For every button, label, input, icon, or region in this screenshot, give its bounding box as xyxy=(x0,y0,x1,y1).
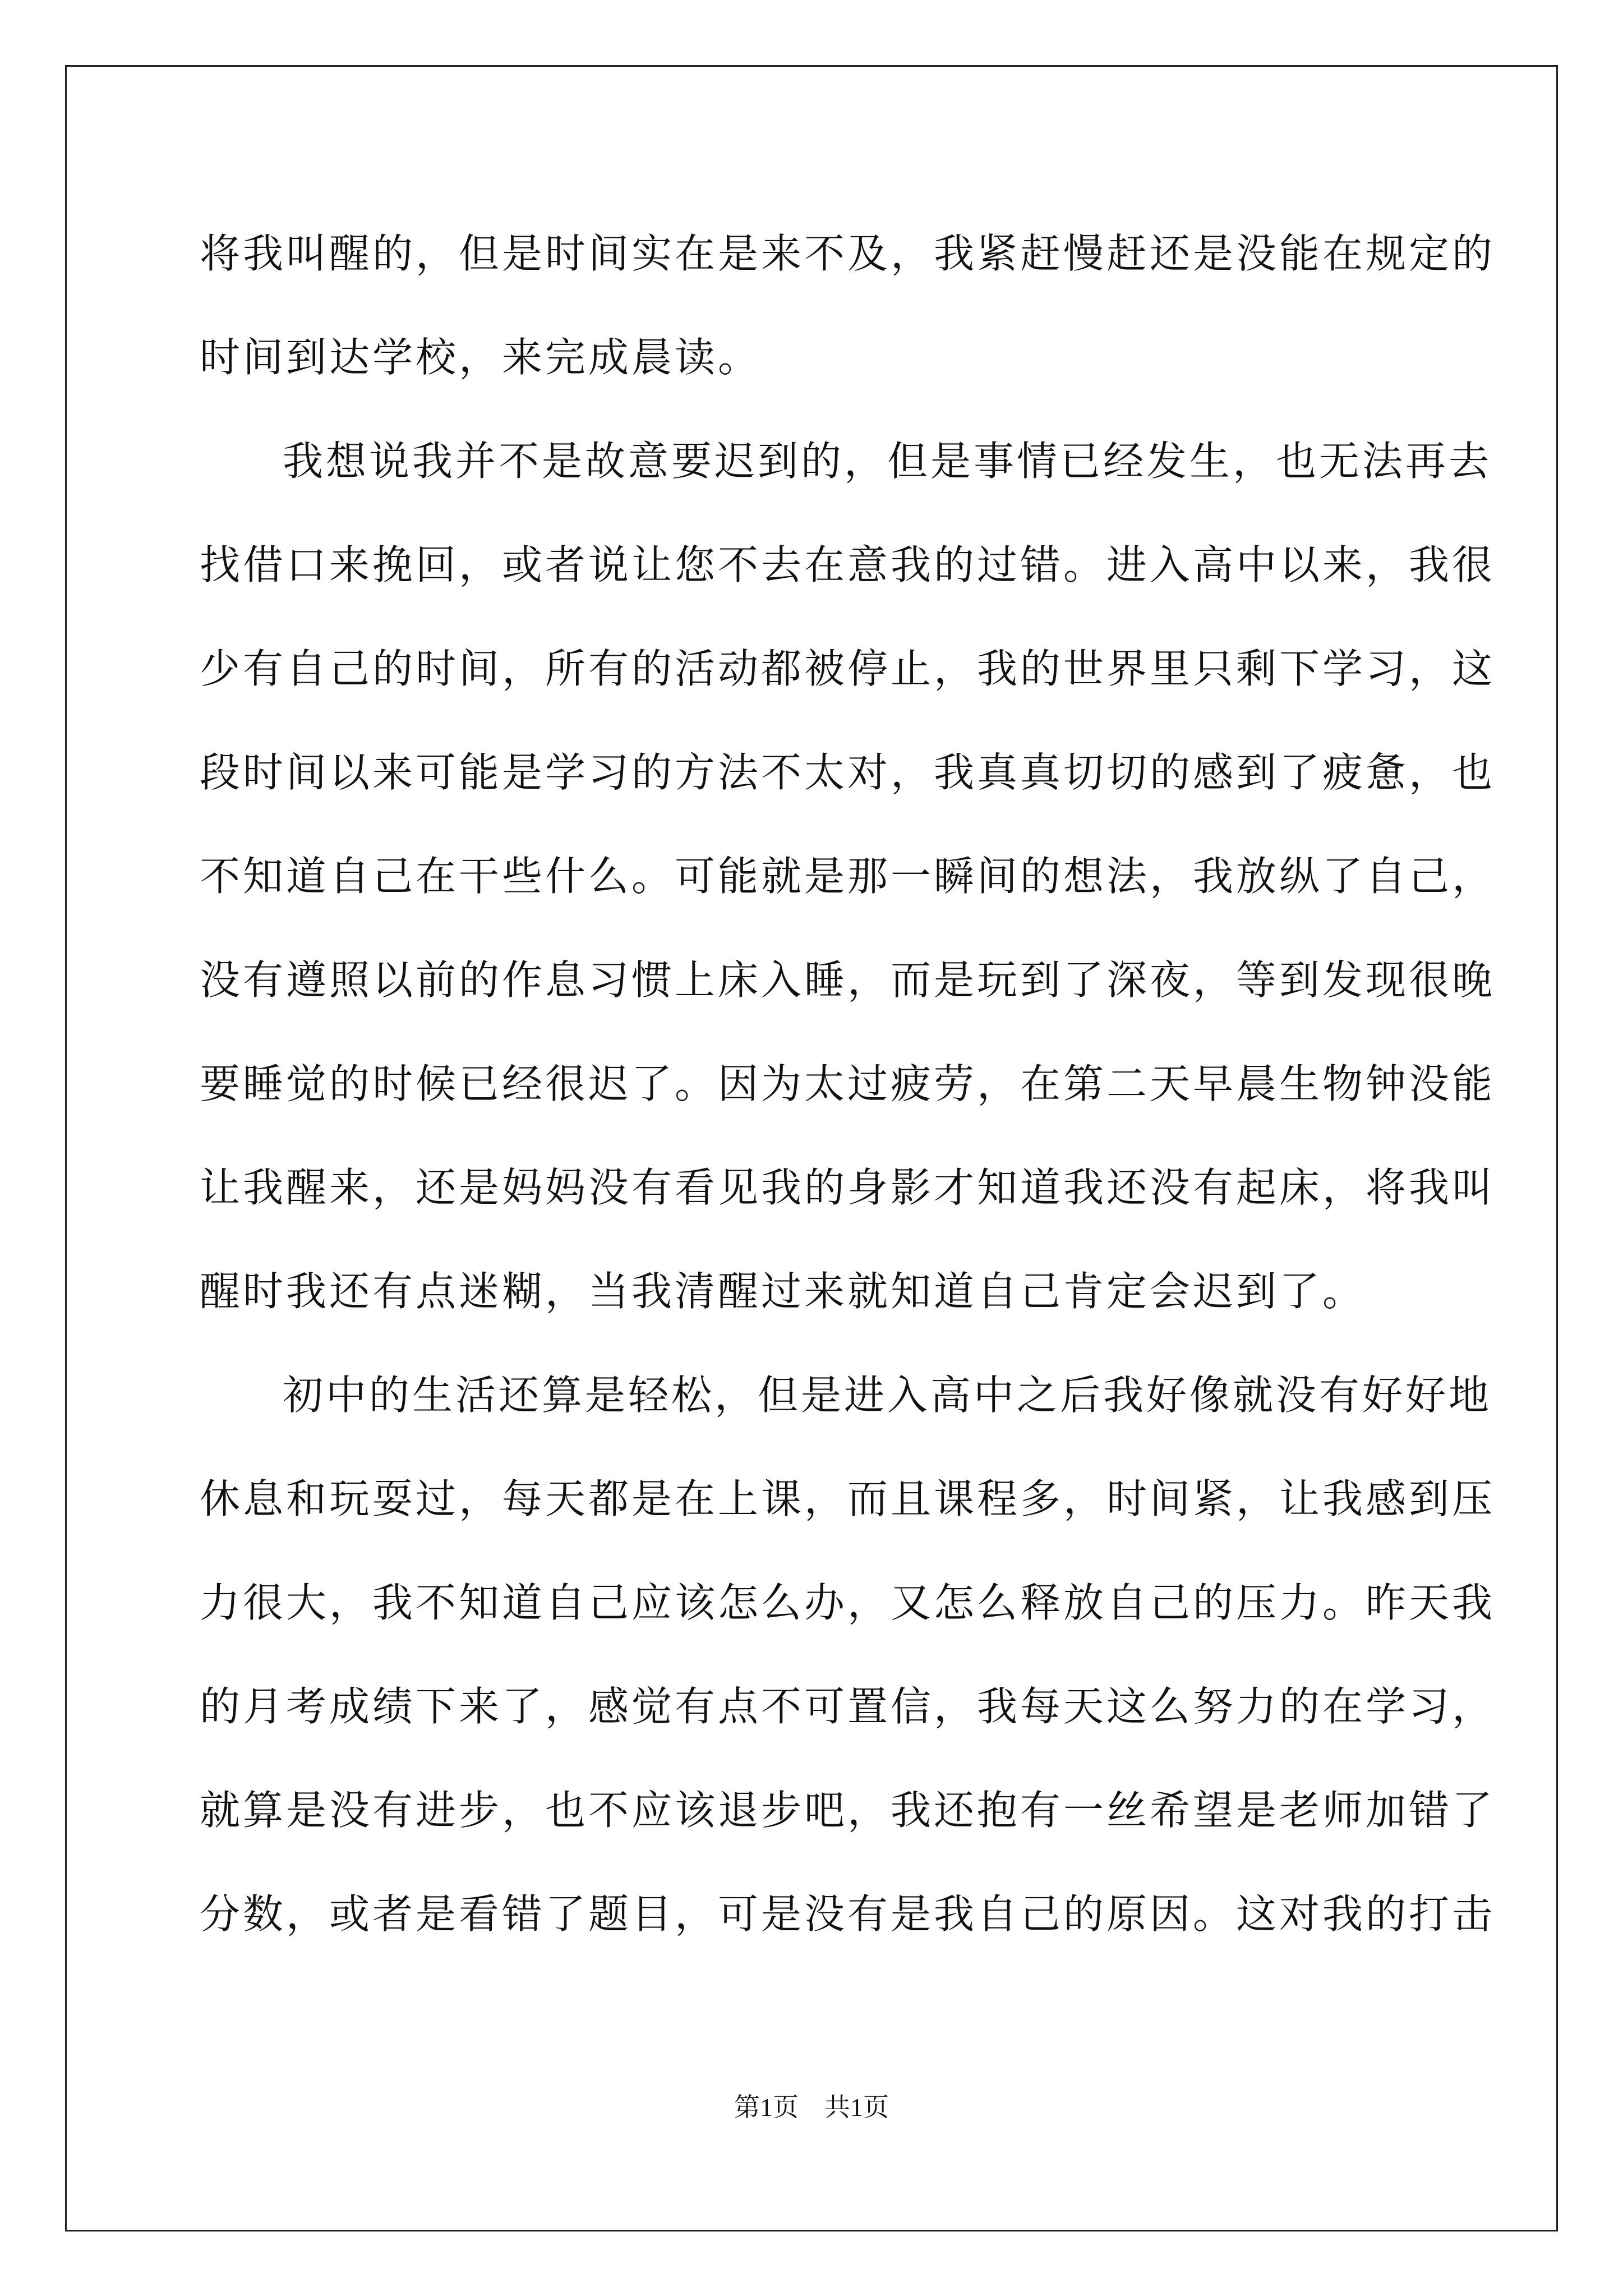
text-line: 休息和玩耍过，每天都是在上课，而且课程多，时间紧，让我感到压 xyxy=(200,1475,1496,1522)
text-line: 找借口来挽回，或者说让您不去在意我的过错。进入高中以来，我很 xyxy=(200,541,1496,588)
text-line: 将我叫醒的，但是时间实在是来不及，我紧赶慢赶还是没能在规定的 xyxy=(200,230,1496,277)
text-line: 不知道自己在干些什么。可能就是那一瞬间的想法，我放纵了自己， xyxy=(200,853,1496,900)
text-line: 少有自己的时间，所有的活动都被停止，我的世界里只剩下学习，这 xyxy=(200,645,1496,692)
text-line: 就算是没有进步，也不应该退步吧，我还抱有一丝希望是老师加错了 xyxy=(200,1787,1496,1834)
document-body xyxy=(200,202,1496,1966)
text-line: 我想说我并不是故意要迟到的，但是事情已经发生，也无法再去 xyxy=(283,438,1492,485)
text-line: 没有遵照以前的作息习惯上床入睡，而是玩到了深夜，等到发现很晚 xyxy=(200,956,1496,1004)
text-line: 段时间以来可能是学习的方法不太对，我真真切切的感到了疲惫，也 xyxy=(200,749,1496,796)
text-line: 醒时我还有点迷糊，当我清醒过来就知道自己肯定会迟到了。 xyxy=(200,1268,1366,1315)
text-line: 分数，或者是看错了题目，可是没有是我自己的原因。这对我的打击 xyxy=(200,1890,1496,1938)
text-line: 力很大，我不知道自己应该怎么办，又怎么释放自己的压力。昨天我 xyxy=(200,1579,1496,1626)
text-line: 初中的生活还算是轻松，但是进入高中之后我好像就没有好好地 xyxy=(283,1372,1492,1419)
page-footer: 第1页 共1页 xyxy=(734,2093,889,2122)
text-line: 时间到达学校，来完成晨读。 xyxy=(200,334,762,381)
text-line: 让我醒来，还是妈妈没有看见我的身影才知道我还没有起床，将我叫 xyxy=(200,1164,1496,1211)
text-line: 的月考成绩下来了，感觉有点不可置信，我每天这么努力的在学习， xyxy=(200,1683,1496,1730)
text-line: 要睡觉的时候已经很迟了。因为太过疲劳，在第二天早晨生物钟没能 xyxy=(200,1060,1496,1107)
